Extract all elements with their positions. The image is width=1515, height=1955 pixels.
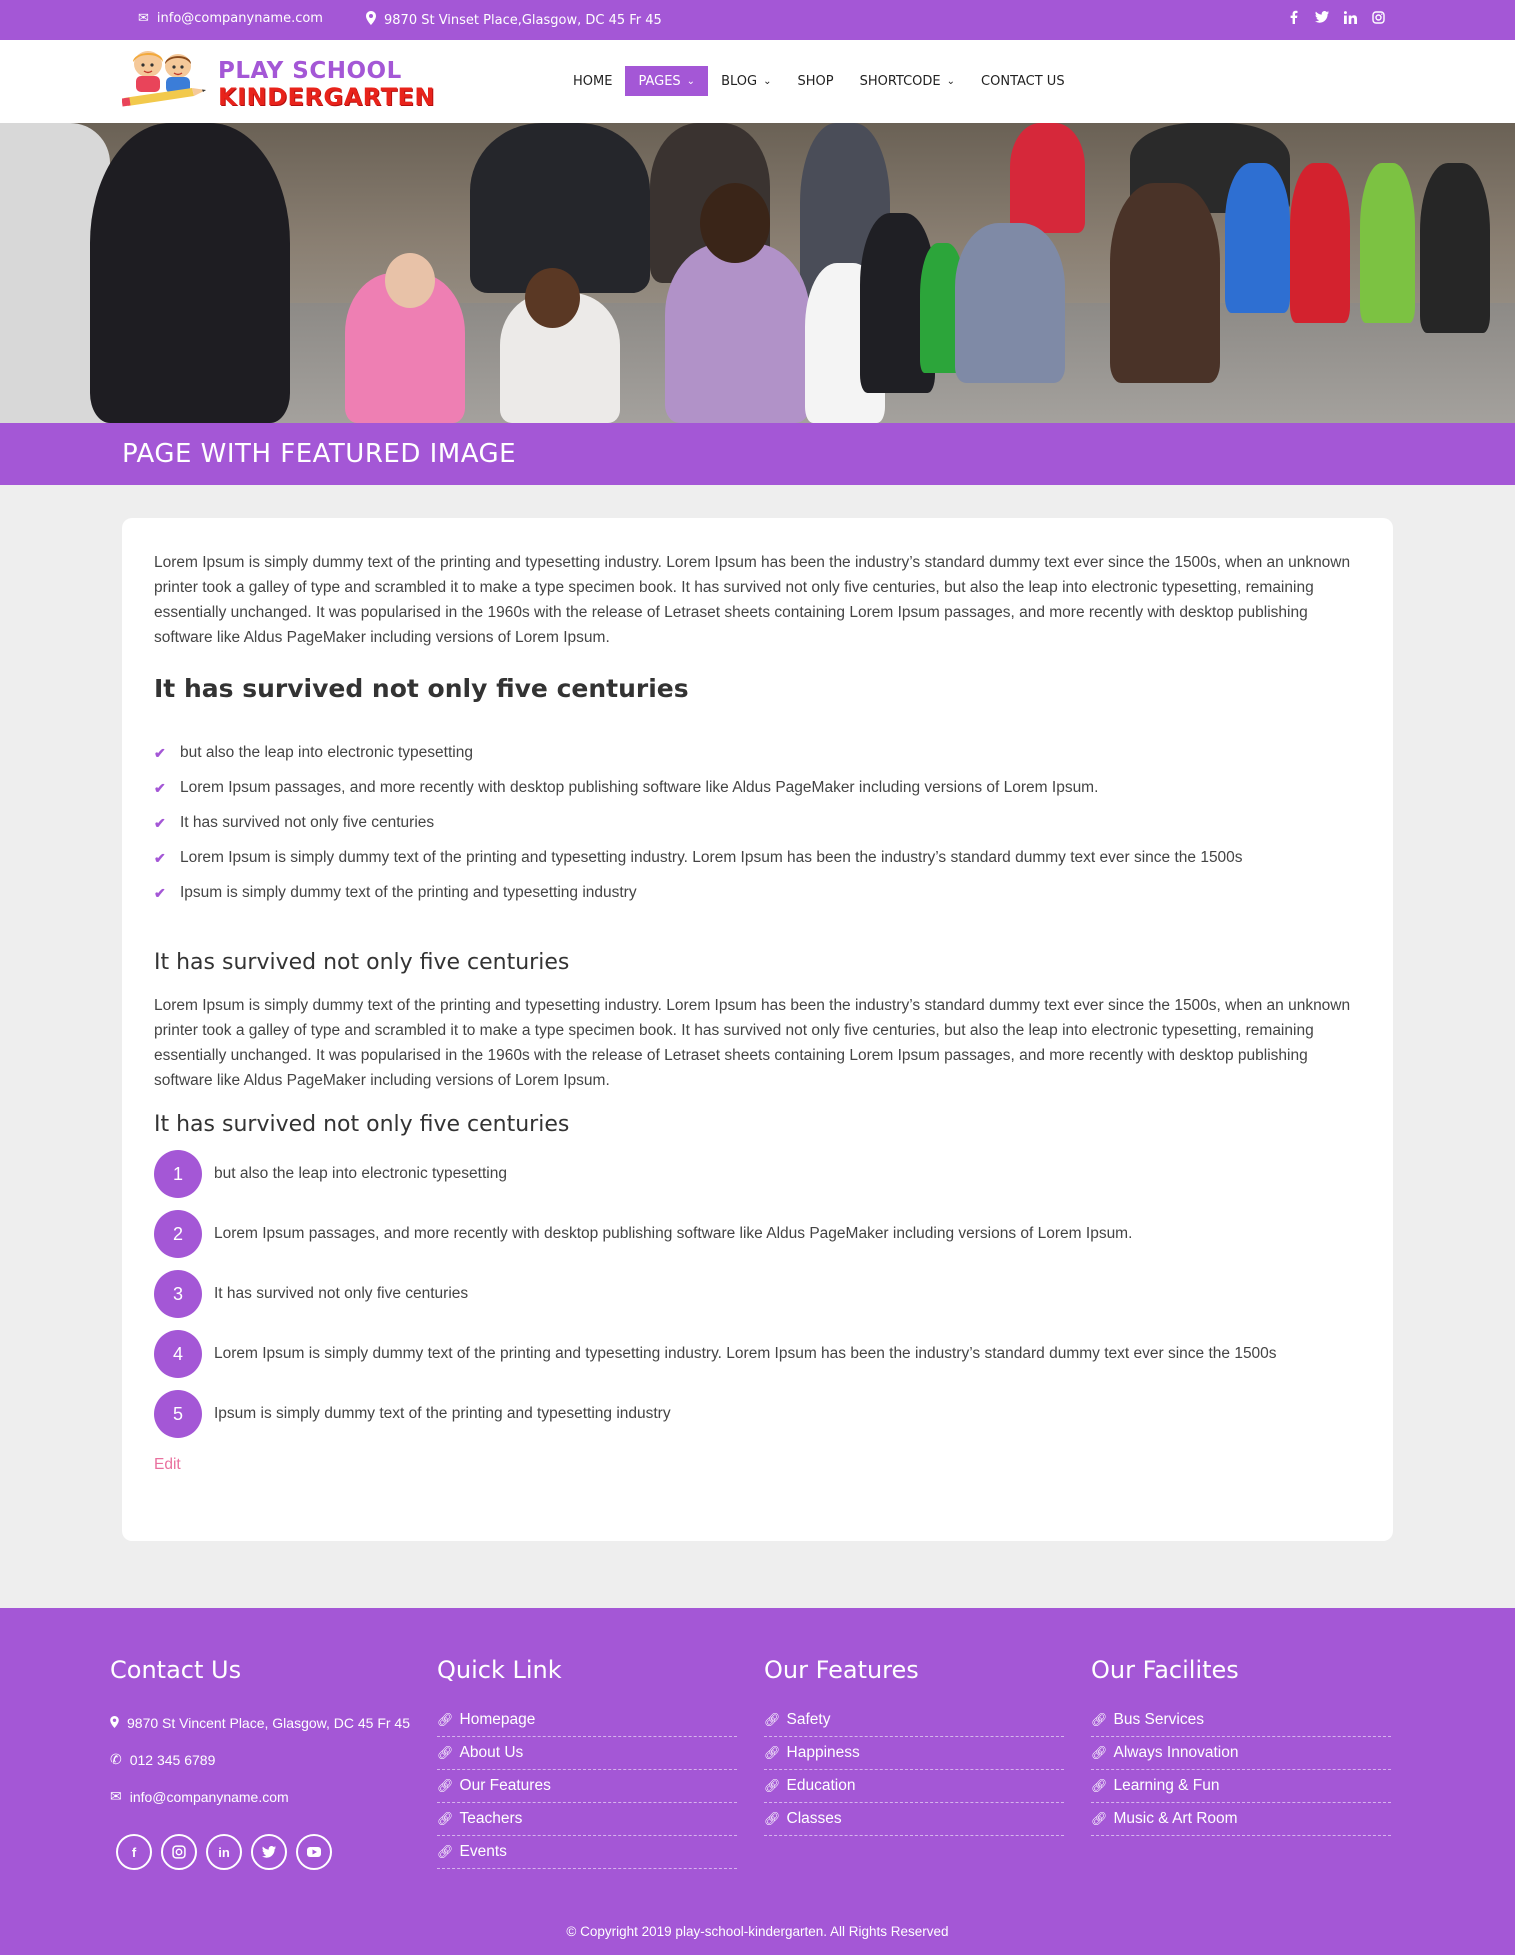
check-icon: ✔ <box>154 744 166 761</box>
footer-link-label: Our Features <box>459 1777 551 1794</box>
hero-figure <box>1360 163 1415 323</box>
nav-item-home[interactable] <box>560 66 625 96</box>
section-heading: It has survived not only five centuries <box>154 674 689 703</box>
footer-address-text: 9870 St Vincent Place, Glasgow, DC 45 Fr 45 <box>127 1714 411 1731</box>
edit-link[interactable]: Edit <box>154 1456 181 1473</box>
facebook-icon[interactable] <box>1287 9 1301 25</box>
chevron-down-icon: ⌄ <box>946 75 956 87</box>
footer-link-classes[interactable] <box>764 1803 1064 1836</box>
nav-item-blog[interactable] <box>708 66 784 96</box>
hero-figure <box>385 253 435 308</box>
footer-email-text: info@companyname.com <box>129 1788 289 1805</box>
hero-figure <box>665 243 810 423</box>
list-item <box>154 1324 1277 1384</box>
footer-link-events[interactable] <box>437 1836 737 1869</box>
linkedin-icon[interactable] <box>1343 9 1357 25</box>
list-item-text: It has survived not only five centuries <box>180 813 435 831</box>
list-item <box>154 1204 1277 1264</box>
check-icon: ✔ <box>154 884 166 901</box>
footer-phone <box>110 1741 410 1778</box>
list-item-text: Lorem Ipsum passages, and more recently with desktop publishing software like Aldus PageMaker including versions of Lorem Ipsum. <box>180 778 1099 796</box>
hero-figure <box>1010 123 1085 233</box>
numbered-list <box>154 1144 1277 1444</box>
list-item <box>154 840 1243 875</box>
nav-item-home-label: HOME <box>573 73 613 89</box>
list-item-text: It has survived not only five centuries <box>214 1285 469 1302</box>
facebook-icon[interactable]: f <box>116 1834 152 1870</box>
nav-item-shop-label: SHOP <box>797 73 834 89</box>
paperclip-icon: 🔗︎ <box>764 1712 781 1727</box>
footer-contact <box>110 1656 410 1815</box>
footer-link-label: Always Innovation <box>1113 1744 1239 1761</box>
footer-link-label: Classes <box>786 1810 842 1827</box>
footer-link-label: Teachers <box>459 1810 523 1827</box>
footer-link-education[interactable] <box>764 1770 1064 1803</box>
hero-figure <box>700 183 770 263</box>
site-footer <box>0 1608 1515 1955</box>
nav-item-contact-us[interactable] <box>968 66 1078 96</box>
number-badge: 2 <box>154 1210 202 1258</box>
envelope-icon: ✉ <box>138 11 149 26</box>
chevron-down-icon: ⌄ <box>763 75 772 87</box>
check-icon: ✔ <box>154 814 166 831</box>
footer-our-facilities <box>1091 1656 1391 1836</box>
body-paragraph: Lorem Ipsum is simply dummy text of the printing and typesetting industry. Lorem Ipsum has been the industry’s standard dummy text ever since the 1500s, when an unknown printer took a galley of type and scrambled it to make a type specimen book. It has survived not only five centuries, but also the leap into electronic typesetting, remaining essentially unchanged. It was popularised in the 1960s with the release of Letraset sheets containing Lorem Ipsum passages, and more recently with desktop publishing software like Aldus PageMaker including versions of Lorem Ipsum. <box>154 997 1351 1089</box>
logo-line-1: PLAY SCHOOL <box>218 58 402 84</box>
phone-icon: ✆ <box>110 1751 122 1767</box>
hero-figure <box>1225 163 1290 313</box>
linkedin-icon[interactable]: in <box>206 1834 242 1870</box>
paperclip-icon: 🔗︎ <box>1091 1778 1108 1793</box>
list-item <box>154 735 1243 770</box>
footer-link-happiness[interactable] <box>764 1737 1064 1770</box>
kids-illustration-icon <box>122 46 208 114</box>
footer-link-label: Learning & Fun <box>1113 1777 1220 1794</box>
instagram-icon[interactable] <box>161 1834 197 1870</box>
paperclip-icon: 🔗︎ <box>1091 1745 1108 1760</box>
footer-link-always-innovation[interactable] <box>1091 1737 1391 1770</box>
footer-link-about-us[interactable] <box>437 1737 737 1770</box>
intro-paragraph: Lorem Ipsum is simply dummy text of the printing and typesetting industry. Lorem Ipsum has been the industry’s standard dummy text ever since the 1500s, when an unknown printer took a galley of type and scrambled it to make a type specimen book. It has survived not only five centuries, but also the leap into electronic typesetting, remaining essentially unchanged. It was popularised in the 1960s with the release of Letraset sheets containing Lorem Ipsum passages, and more recently with desktop publishing software like Aldus PageMaker including versions of Lorem Ipsum. <box>154 554 1351 646</box>
copyright-text: © Copyright 2019 play-school-kindergarten. All Rights Reserved <box>566 1924 949 1939</box>
list-item <box>154 1144 1277 1204</box>
nav-item-contact-us-label: CONTACT US <box>981 73 1065 89</box>
topbar-address-text: 9870 St Vinset Place,Glasgow, DC 45 Fr 45 <box>384 12 662 28</box>
footer-quick-link <box>437 1656 737 1869</box>
footer-link-learning-fun[interactable] <box>1091 1770 1391 1803</box>
hero-figure <box>525 268 580 328</box>
topbar-email-text: info@companyname.com <box>156 11 323 26</box>
nav-item-pages[interactable] <box>625 66 708 96</box>
footer-facilities-title: Our Facilites <box>1091 1656 1239 1684</box>
youtube-icon[interactable] <box>296 1834 332 1870</box>
topbar-email[interactable] <box>138 11 323 26</box>
paperclip-icon: 🔗︎ <box>1091 1811 1108 1826</box>
footer-social <box>116 1834 332 1870</box>
featured-image <box>0 123 1515 423</box>
footer-link-label: Happiness <box>786 1744 860 1761</box>
footer-link-music-art-room[interactable] <box>1091 1803 1391 1836</box>
envelope-icon: ✉ <box>110 1788 122 1804</box>
footer-link-our-features[interactable] <box>437 1770 737 1803</box>
nav-item-pages-label: PAGES <box>638 73 681 89</box>
footer-link-label: Education <box>786 1777 856 1794</box>
instagram-icon[interactable] <box>1371 9 1385 25</box>
site-logo[interactable] <box>122 46 435 116</box>
top-bar <box>0 0 1515 40</box>
footer-link-label: About Us <box>459 1744 524 1761</box>
footer-link-label: Music & Art Room <box>1113 1810 1238 1827</box>
hero-figure <box>955 223 1065 383</box>
list-item <box>154 770 1243 805</box>
footer-contact-title: Contact Us <box>110 1656 242 1684</box>
hero-figure <box>1110 183 1220 383</box>
paperclip-icon: 🔗︎ <box>437 1778 454 1793</box>
hero-figure <box>470 123 650 293</box>
footer-link-homepage[interactable] <box>437 1704 737 1737</box>
nav-item-blog-label: BLOG <box>721 73 758 89</box>
footer-quick-link-title: Quick Link <box>437 1656 562 1684</box>
list-item <box>154 1384 1277 1444</box>
number-badge: 3 <box>154 1270 202 1318</box>
topbar-address <box>366 11 662 29</box>
number-badge: 1 <box>154 1150 202 1198</box>
footer-email[interactable] <box>110 1778 410 1815</box>
chevron-down-icon: ⌄ <box>686 75 696 87</box>
number-badge: 4 <box>154 1330 202 1378</box>
paperclip-icon: 🔗︎ <box>437 1811 454 1826</box>
footer-link-teachers[interactable] <box>437 1803 737 1836</box>
list-item-text: Lorem Ipsum passages, and more recently with desktop publishing software like Aldus PageMaker including versions of Lorem Ipsum. <box>214 1225 1133 1242</box>
list-item-text: Lorem Ipsum is simply dummy text of the printing and typesetting industry. Lorem Ipsum has been the industry’s standard dummy text ever since the 1500s <box>214 1345 1277 1362</box>
footer-link-label: Homepage <box>459 1711 536 1728</box>
paperclip-icon: 🔗︎ <box>437 1745 454 1760</box>
paperclip-icon: 🔗︎ <box>437 1712 454 1727</box>
paperclip-icon: 🔗︎ <box>764 1778 781 1793</box>
check-list <box>154 735 1243 910</box>
paperclip-icon: 🔗︎ <box>764 1811 781 1826</box>
footer-link-label: Events <box>459 1843 507 1860</box>
section-heading: It has survived not only five centuries <box>154 1112 570 1137</box>
main-nav <box>560 66 1078 96</box>
content-card <box>122 518 1393 1541</box>
check-icon: ✔ <box>154 779 166 796</box>
check-icon: ✔ <box>154 849 166 866</box>
paperclip-icon: 🔗︎ <box>1091 1712 1108 1727</box>
footer-address <box>110 1704 410 1741</box>
page-title-band <box>0 423 1515 485</box>
footer-our-features <box>764 1656 1064 1836</box>
list-item <box>154 1264 1277 1324</box>
site-header <box>0 40 1515 123</box>
footer-phone-text: 012 345 6789 <box>129 1751 216 1768</box>
hero-figure <box>1290 163 1350 323</box>
footer-link-label: Safety <box>786 1711 831 1728</box>
footer-link-bus-services[interactable] <box>1091 1704 1391 1737</box>
logo-line-2: KINDERGARTEN <box>218 83 435 111</box>
footer-features-title: Our Features <box>764 1656 919 1684</box>
list-item <box>154 805 1243 840</box>
map-marker-icon <box>110 1715 119 1731</box>
section-heading: It has survived not only five centuries <box>154 950 570 975</box>
list-item-text: Ipsum is simply dummy text of the printing and typesetting industry <box>214 1405 671 1422</box>
hero-figure <box>1420 163 1490 333</box>
twitter-icon[interactable] <box>1315 9 1329 25</box>
paperclip-icon: 🔗︎ <box>437 1844 454 1859</box>
map-marker-icon <box>366 11 376 29</box>
page-title: PAGE WITH FEATURED IMAGE <box>122 439 517 469</box>
hero-figure <box>90 123 290 423</box>
list-item <box>154 875 1243 910</box>
nav-item-shop[interactable] <box>784 66 846 96</box>
nav-item-shortcode[interactable] <box>847 66 968 96</box>
list-item-text: but also the leap into electronic typesetting <box>180 743 473 761</box>
topbar-social <box>1287 9 1385 25</box>
paperclip-icon: 🔗︎ <box>764 1745 781 1760</box>
list-item-text: Ipsum is simply dummy text of the printing and typesetting industry <box>180 883 637 901</box>
list-item-text: but also the leap into electronic typesetting <box>214 1165 507 1182</box>
twitter-icon[interactable] <box>251 1834 287 1870</box>
footer-link-label: Bus Services <box>1113 1711 1204 1728</box>
nav-item-shortcode-label: SHORTCODE <box>859 73 941 89</box>
list-item-text: Lorem Ipsum is simply dummy text of the printing and typesetting industry. Lorem Ipsum has been the industry’s standard dummy text ever since the 1500s <box>180 848 1243 866</box>
footer-link-safety[interactable] <box>764 1704 1064 1737</box>
number-badge: 5 <box>154 1390 202 1438</box>
